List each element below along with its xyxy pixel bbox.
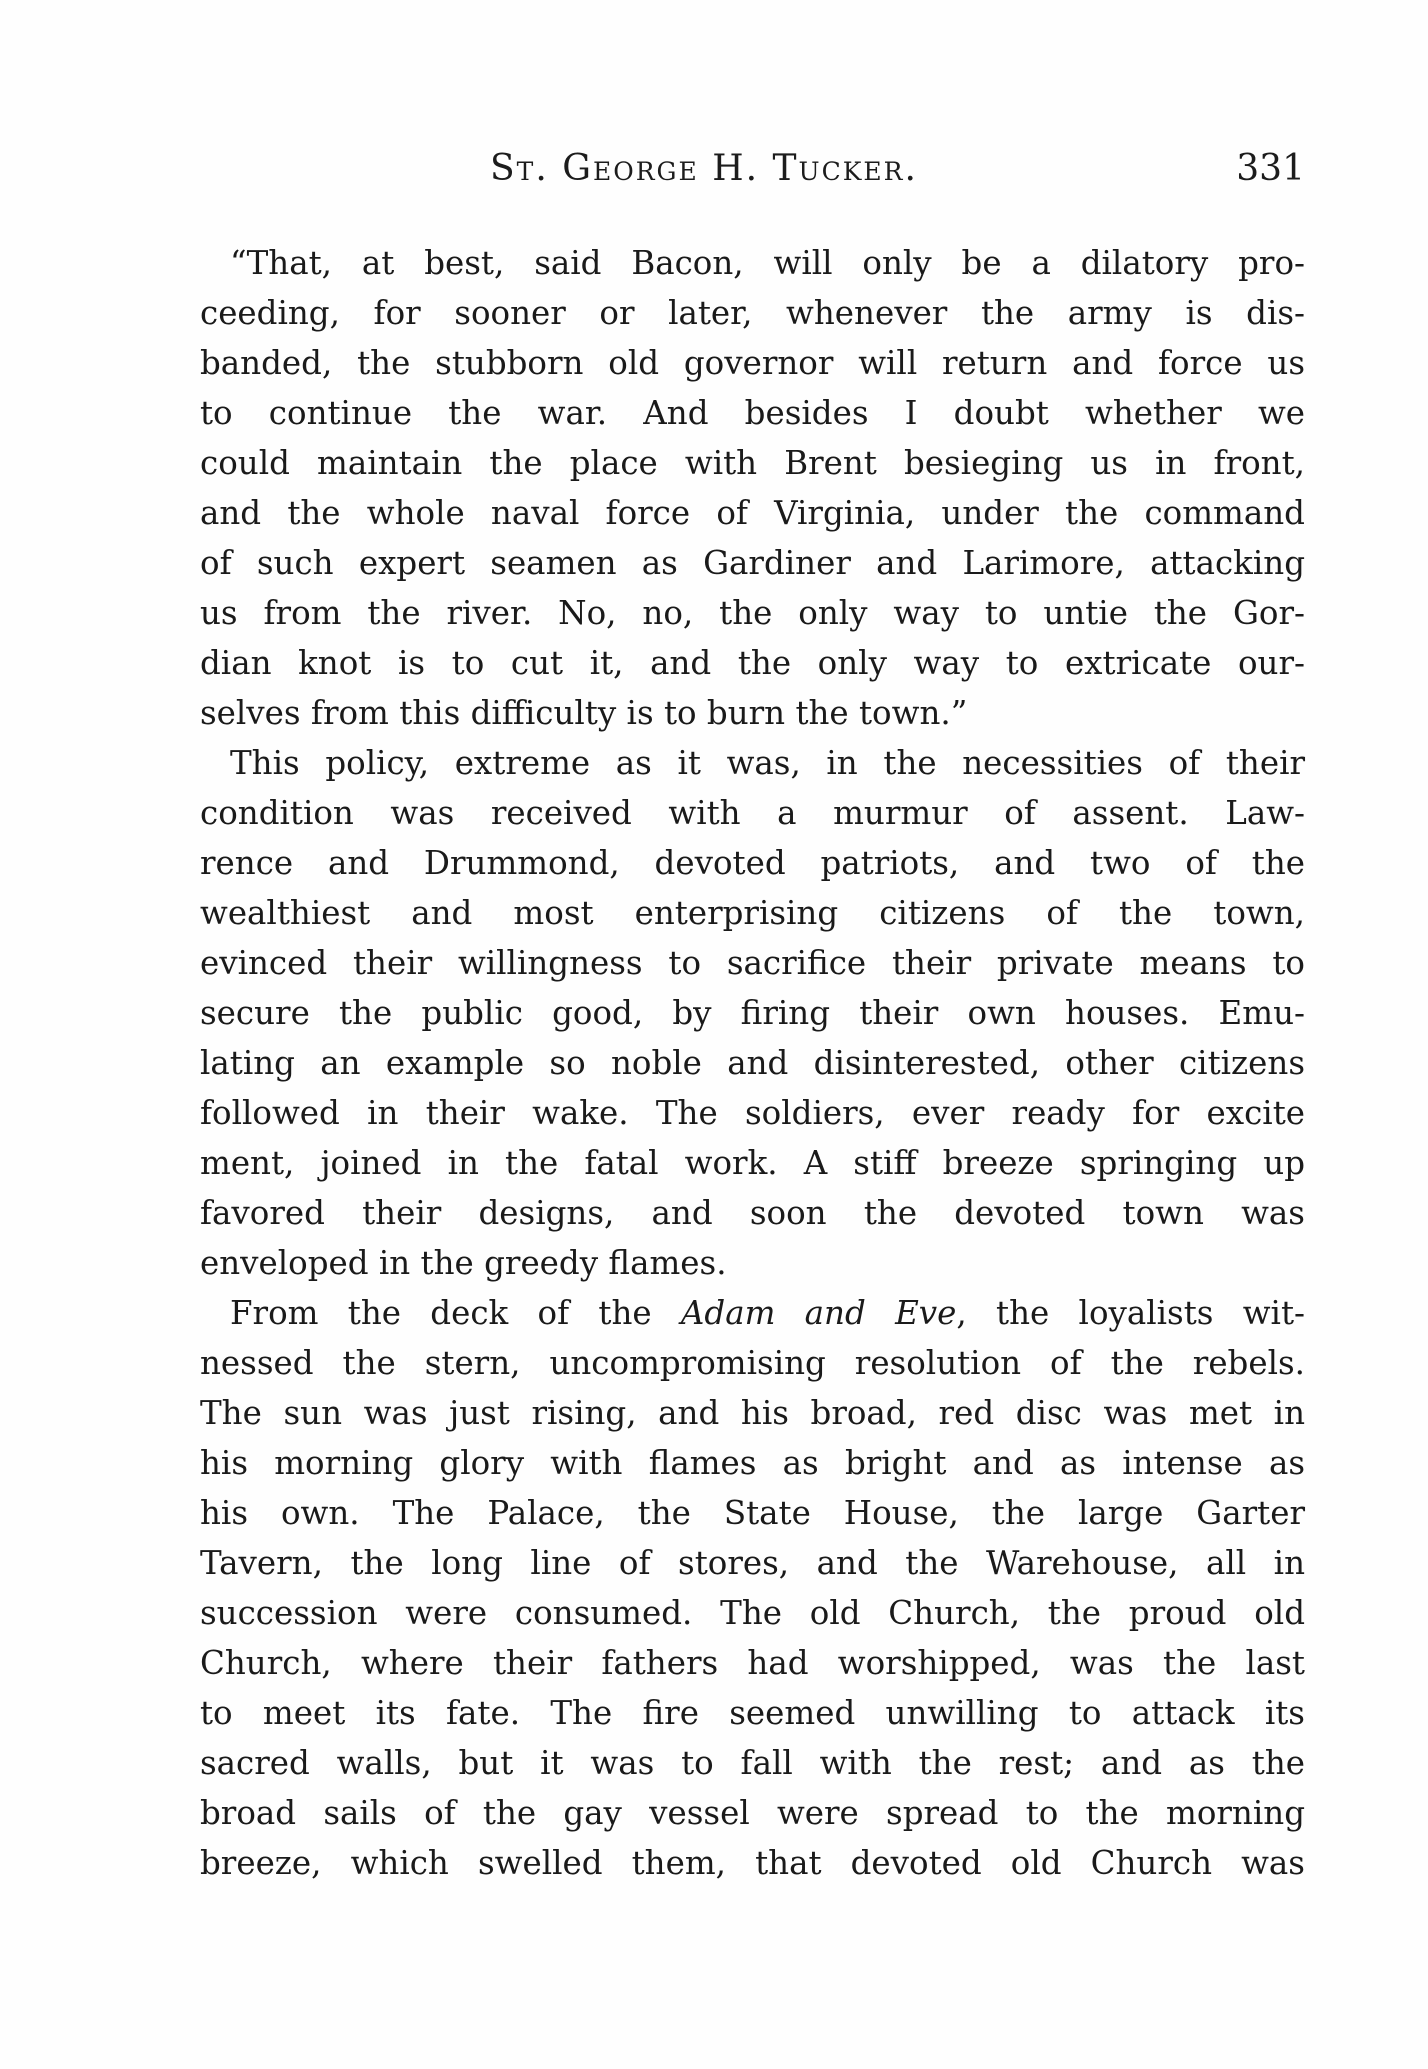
running-head [200,148,1305,198]
text-line: ceeding, for sooner or later, whenever the army is dis- [200,294,1305,332]
text-line: succession were consumed. The old Church, the proud old [200,1594,1305,1632]
text-line: lating an example so noble and disinterested, other citizens [200,1044,1305,1082]
text-line: to meet its fate. The fire seemed unwilling to attack its [200,1694,1305,1732]
running-title: St. George H. Tucker. [490,148,918,189]
text-line: dian knot is to cut it, and the only way to extricate our- [200,644,1305,682]
text-line: condition was received with a murmur of assent. Law- [200,794,1305,832]
text-line: Tavern, the long line of stores, and the Warehouse, all in [200,1544,1305,1582]
ship-name: Adam and Eve [680,1294,957,1332]
text-line: favored their designs, and soon the devoted town was [200,1194,1305,1232]
text-fragment: From the deck of the [230,1294,681,1332]
text-line: his own. The Palace, the State House, the large Garter [200,1494,1305,1532]
text-line: nessed the stern, uncompromising resolution of the rebels. [200,1344,1305,1382]
text-line: banded, the stubborn old governor will return and force us [200,344,1305,382]
text-line: rence and Drummond, devoted patriots, and two of the [200,844,1305,882]
text-line: The sun was just rising, and his broad, red disc was met in [200,1394,1305,1432]
text-line: ment, joined in the fatal work. A stiff breeze springing up [200,1144,1305,1182]
text-line: secure the public good, by firing their own houses. Emu- [200,994,1305,1032]
body-text [200,238,1305,1888]
text-line: sacred walls, but it was to fall with the rest; and as the [200,1744,1305,1782]
text-line: broad sails of the gay vessel were spread to the morning [200,1794,1305,1832]
text-line [200,1288,1305,1338]
text-line: “That, at best, said Bacon, will only be a dilatory pro- [230,244,1305,282]
text-line: could maintain the place with Brent besieging us in front, [200,444,1305,482]
text-line: to continue the war. And besides I doubt whether we [200,394,1305,432]
page-number: 331 [1236,148,1305,189]
text-line: selves from this difficulty is to burn the town.” [200,694,968,732]
text-line: Church, where their fathers had worshipped, was the last [200,1644,1305,1682]
text-fragment: , the loyalists wit- [956,1294,1305,1332]
text-line: and the whole naval force of Virginia, under the command [200,494,1305,532]
text-line: evinced their willingness to sacrifice their private means to [200,944,1305,982]
text-line: followed in their wake. The soldiers, ever ready for excite [200,1094,1305,1132]
text-line: wealthiest and most enterprising citizens of the town, [200,894,1305,932]
text-line: us from the river. No, no, the only way to untie the Gor- [200,594,1305,632]
text-line: enveloped in the greedy flames. [200,1244,727,1282]
text-line: his morning glory with flames as bright and as intense as [200,1444,1305,1482]
text-line: This policy, extreme as it was, in the necessities of their [230,744,1305,782]
text-line: of such expert seamen as Gardiner and Larimore, attacking [200,544,1305,582]
text-line: breeze, which swelled them, that devoted old Church was [200,1844,1305,1882]
